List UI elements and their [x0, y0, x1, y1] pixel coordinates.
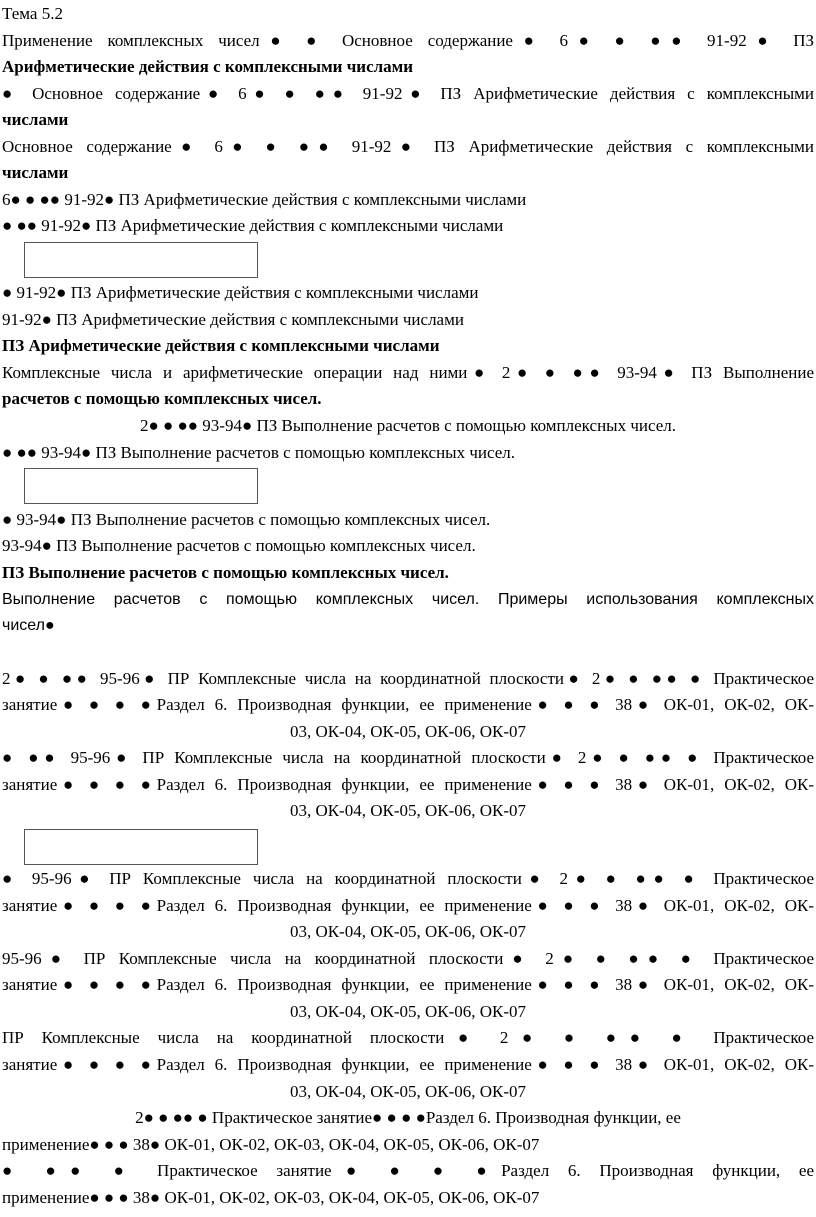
text-line: 93-94● ПЗ Выполнение расчетов с помощью комплексных чисел.: [2, 536, 476, 555]
text-line: 03, ОК-04, ОК-05, ОК-06, ОК-07: [289, 1002, 527, 1021]
topic-heading: Тема 5.2: [2, 4, 63, 23]
text-line: числами: [2, 110, 69, 129]
text-line: ● ●● 93-94● ПЗ Выполнение расчетов с помощью комплексных чисел.: [2, 443, 516, 462]
text-line: Основное содержание● 6● ● ●● 91-92● ПЗ Арифметические действия с комплексными: [2, 137, 814, 156]
text-line: 03, ОК-04, ОК-05, ОК-06, ОК-07: [289, 922, 527, 941]
text-line: чисел●: [2, 617, 55, 634]
text-line: занятие● ● ● ●Раздел 6. Производная функции, ее применение● ● ● 38● ОК-01, ОК-02, ОК-: [2, 1055, 814, 1074]
text-line: ПЗ Арифметические действия с комплексными числами: [2, 336, 440, 355]
empty-frame: [24, 829, 258, 865]
text-line: занятие● ● ● ●Раздел 6. Производная функции, ее применение● ● ● 38● ОК-01, ОК-02, ОК-: [2, 975, 814, 994]
text-line: ● Основное содержание● 6● ● ●● 91-92● ПЗ Арифметические действия с комплексными: [2, 84, 814, 103]
text-line: 6● ● ●● 91-92● ПЗ Арифметические действия с комплексными числами: [2, 190, 527, 209]
empty-frame: [24, 468, 258, 504]
text-line: занятие● ● ● ●Раздел 6. Производная функции, ее применение● ● ● 38● ОК-01, ОК-02, ОК-: [2, 896, 814, 915]
text-line: занятие● ● ● ●Раздел 6. Производная функции, ее применение● ● ● 38● ОК-01, ОК-02, ОК-: [2, 695, 814, 714]
text-line: ● 93-94● ПЗ Выполнение расчетов с помощью комплексных чисел.: [2, 510, 491, 529]
text-line: расчетов с помощью комплексных чисел.: [2, 389, 322, 408]
text-line: ПР Комплексные числа на координатной плоскости● 2● ● ●● ● Практическое: [2, 1028, 814, 1047]
text-line: занятие● ● ● ●Раздел 6. Производная функции, ее применение● ● ● 38● ОК-01, ОК-02, ОК-: [2, 775, 814, 794]
text-line: ● ●● 91-92● ПЗ Арифметические действия с комплексными числами: [2, 216, 504, 235]
text-line: 95-96● ПР Комплексные числа на координатной плоскости● 2● ● ●● ● Практическое: [2, 949, 814, 968]
text-line: 2● ● ●● ● Практическое занятие● ● ● ●Раздел 6. Производная функции, ее: [135, 1108, 681, 1127]
text-line: 91-92● ПЗ Арифметические действия с комплексными числами: [2, 310, 464, 329]
empty-frame: [24, 242, 258, 278]
text-line: Выполнение расчетов с помощью комплексных чисел. Примеры использования комплексных: [2, 591, 814, 608]
text-line: числами: [2, 163, 69, 182]
text-line: 03, ОК-04, ОК-05, ОК-06, ОК-07: [289, 722, 527, 741]
text-line: 2● ● ●● 93-94● ПЗ Выполнение расчетов с помощью комплексных чисел.: [139, 416, 677, 435]
text-line: Комплексные числа и арифметические операции над ними● 2● ● ●● 93-94● ПЗ Выполнение: [2, 363, 814, 382]
text-line: ● ●● 95-96● ПР Комплексные числа на координатной плоскости● 2● ● ●● ● Практическое: [2, 748, 814, 767]
text-line: ● ●● ● Практическое занятие● ● ● ●Раздел 6. Производная функции, ее: [2, 1161, 814, 1180]
text-line: Арифметические действия с комплексными числами: [2, 57, 414, 76]
text-line: 03, ОК-04, ОК-05, ОК-06, ОК-07: [289, 1082, 527, 1101]
text-line: Применение комплексных чисел● ● Основное содержание● 6● ● ●● 91-92● ПЗ: [2, 31, 814, 50]
text-line: 2● ● ●● 95-96● ПР Комплексные числа на координатной плоскости● 2● ● ●● ● Практическое: [2, 669, 814, 688]
text-line: ПЗ Выполнение расчетов с помощью комплексных чисел.: [2, 563, 449, 582]
text-line: применение● ● ● 38● ОК-01, ОК-02, ОК-03, ОК-04, ОК-05, ОК-06, ОК-07: [2, 1188, 540, 1207]
text-line: применение● ● ● 38● ОК-01, ОК-02, ОК-03, ОК-04, ОК-05, ОК-06, ОК-07: [2, 1135, 540, 1154]
text-line: ● 95-96● ПР Комплексные числа на координатной плоскости● 2● ● ●● ● Практическое: [2, 869, 814, 888]
text-line: ● 91-92● ПЗ Арифметические действия с комплексными числами: [2, 283, 479, 302]
text-line: 03, ОК-04, ОК-05, ОК-06, ОК-07: [289, 801, 527, 820]
